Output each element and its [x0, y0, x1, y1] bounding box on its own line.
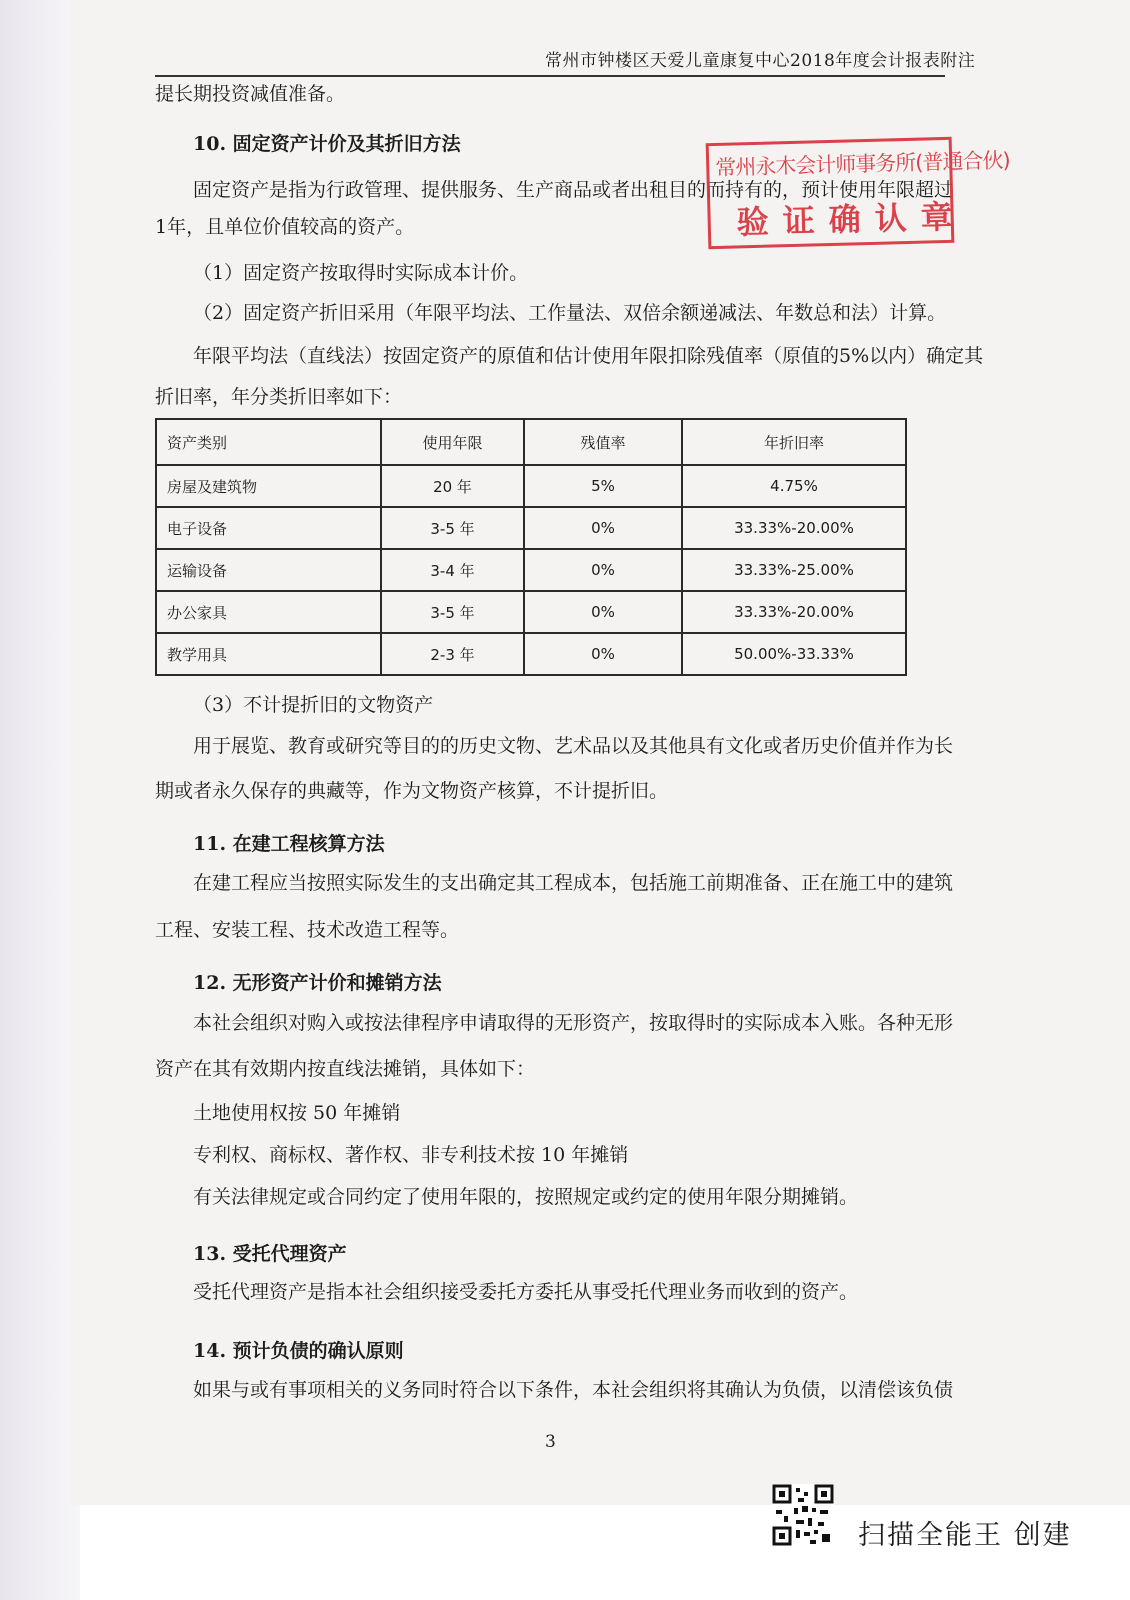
- paragraph-land-use: 土地使用权按 50 年摊销: [193, 1102, 401, 1124]
- paragraph-fixed-asset-definition: 固定资产是指为行政管理、提供服务、生产商品或者出租目的而持有的，预计使用年限超过: [193, 179, 954, 201]
- table-cell: 50.00%-33.33%: [682, 633, 906, 675]
- section-heading-12: 12. 无形资产计价和摊销方法: [193, 972, 442, 994]
- paragraph-contract-term: 有关法律规定或合同约定了使用年限的，按照规定或约定的使用年限分期摊销。: [193, 1186, 859, 1208]
- section-heading-14: 14. 预计负债的确认原则: [193, 1340, 404, 1362]
- table-cell: 0%: [524, 591, 682, 633]
- paragraph-entrusted-assets: 受托代理资产是指本社会组织接受委托方委托从事受托代理业务而收到的资产。: [193, 1281, 859, 1303]
- paragraph-construction-cont: 工程、安装工程、技术改造工程等。: [155, 919, 460, 941]
- table-row: [156, 633, 906, 675]
- paragraph-cost-basis: （1）固定资产按取得时实际成本计价。: [193, 262, 529, 284]
- header-rule: [155, 75, 945, 77]
- table-row: [156, 591, 906, 633]
- table-cell: 0%: [524, 507, 682, 549]
- paragraph-provisions: 如果与或有事项相关的义务同时符合以下条件，本社会组织将其确认为负债，以清偿该负债: [193, 1379, 954, 1401]
- table-header-cell: 使用年限: [381, 419, 524, 465]
- table-cell: 教学用具: [156, 633, 381, 675]
- table-cell: 运输设备: [156, 549, 381, 591]
- table-header-cell: 残值率: [524, 419, 682, 465]
- table-cell: 5%: [524, 465, 682, 507]
- section-heading-13: 13. 受托代理资产: [193, 1243, 347, 1265]
- page-number: 3: [545, 1432, 556, 1452]
- table-cell: 3-4 年: [381, 549, 524, 591]
- accounting-firm-stamp: [706, 137, 1010, 249]
- table-row: [156, 549, 906, 591]
- section-heading-11: 11. 在建工程核算方法: [193, 833, 385, 855]
- table-header-cell: 资产类别: [156, 419, 381, 465]
- table-header-cell: 年折旧率: [682, 419, 906, 465]
- paragraph-cultural-relics-heading: （3）不计提折旧的文物资产: [193, 694, 434, 716]
- section-heading-10: 10. 固定资产计价及其折旧方法: [193, 133, 461, 155]
- qr-code-icon: [772, 1484, 834, 1546]
- table-cell: 33.33%-20.00%: [682, 507, 906, 549]
- table-row: [156, 507, 906, 549]
- table-cell: 4.75%: [682, 465, 906, 507]
- paragraph-fixed-asset-definition-cont: 1年，且单位价值较高的资产。: [155, 216, 415, 238]
- paragraph-intangible: 本社会组织对购入或按法律程序申请取得的无形资产，按取得时的实际成本入账。各种无形: [193, 1012, 954, 1034]
- table-cell: 电子设备: [156, 507, 381, 549]
- table-cell: 2-3 年: [381, 633, 524, 675]
- table-cell: 办公家具: [156, 591, 381, 633]
- paragraph-construction: 在建工程应当按照实际发生的支出确定其工程成本，包括施工前期准备、正在施工中的建筑: [193, 872, 954, 894]
- document-header-title: 常州市钟楼区天爱儿童康复中心2018年度会计报表附注: [545, 51, 976, 71]
- table-cell: 20 年: [381, 465, 524, 507]
- table-cell: 房屋及建筑物: [156, 465, 381, 507]
- table-cell: 0%: [524, 549, 682, 591]
- stamp-confirm-text: 验证确认章: [736, 197, 968, 242]
- paragraph-straight-line-cont: 折旧率，年分类折旧率如下：: [155, 386, 403, 408]
- paragraph-intangible-cont: 资产在其有效期内按直线法摊销，具体如下：: [155, 1058, 536, 1080]
- paragraph-patents: 专利权、商标权、著作权、非专利技术按 10 年摊销: [193, 1144, 629, 1166]
- stamp-firm-name: 常州永木会计师事务所(普通合伙): [714, 148, 1010, 180]
- table-row: [156, 465, 906, 507]
- paragraph-continuation: 提长期投资减值准备。: [155, 83, 346, 105]
- scanner-watermark-text: 扫描全能王 创建: [858, 1520, 1072, 1551]
- paragraph-cultural-relics-cont: 期或者永久保存的典藏等，作为文物资产核算，不计提折旧。: [155, 780, 669, 802]
- table-cell: 33.33%-25.00%: [682, 549, 906, 591]
- table-cell: 3-5 年: [381, 507, 524, 549]
- paragraph-straight-line: 年限平均法（直线法）按固定资产的原值和估计使用年限扣除残值率（原值的5%以内）确定其: [193, 345, 984, 367]
- depreciation-table: [155, 418, 907, 676]
- table-cell: 3-5 年: [381, 591, 524, 633]
- table-cell: 0%: [524, 633, 682, 675]
- scan-edge: [0, 0, 80, 1600]
- table-header-row: [156, 419, 906, 465]
- paragraph-cultural-relics: 用于展览、教育或研究等目的的历史文物、艺术品以及其他具有文化或者历史价值并作为长: [193, 735, 954, 757]
- table-cell: 33.33%-20.00%: [682, 591, 906, 633]
- paragraph-depreciation-methods: （2）固定资产折旧采用（年限平均法、工作量法、双倍余额递减法、年数总和法）计算。: [193, 302, 947, 324]
